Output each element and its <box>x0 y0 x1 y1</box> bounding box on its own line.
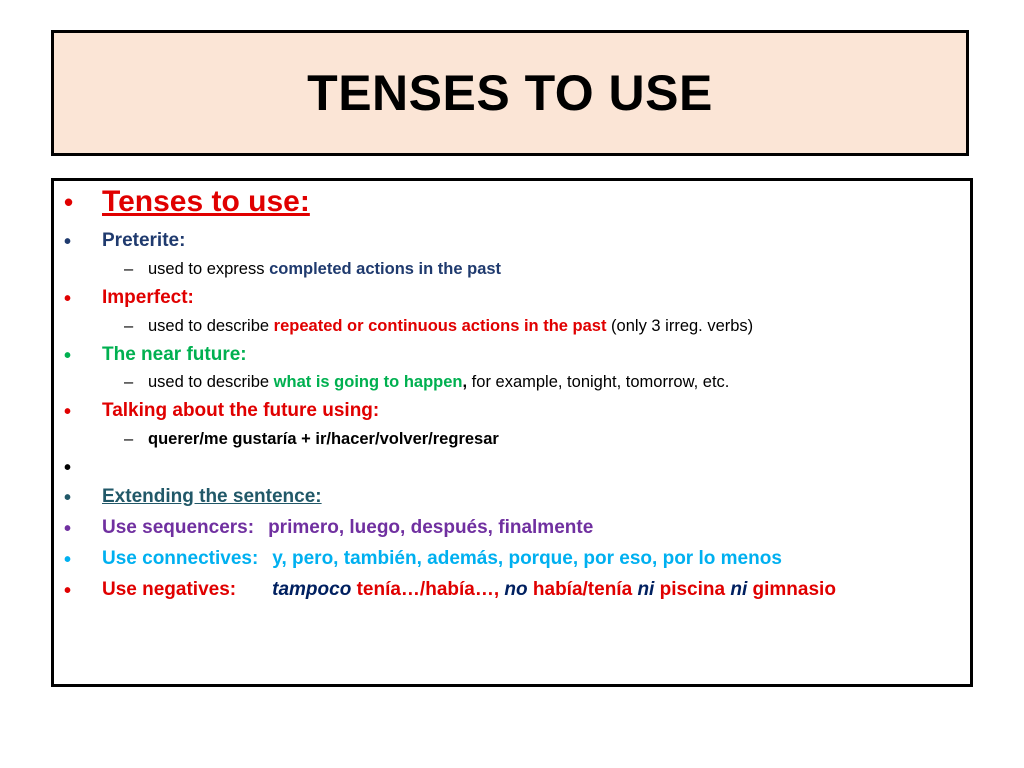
preterite-label: Preterite: <box>102 230 186 251</box>
heading: Tenses to use: <box>102 185 310 218</box>
bullet-empty: • <box>64 457 72 479</box>
preterite-desc-plain: used to express <box>148 260 270 278</box>
connectives-label: Use connectives: <box>102 548 259 569</box>
near-future-desc-bold: what is going to happen <box>273 373 463 391</box>
sequencers-words: primero, luego, después, finalmente <box>268 517 594 538</box>
bullet-negatives: • <box>64 580 72 602</box>
negatives-w2: tenía…/había…, <box>351 579 505 600</box>
imperfect-desc <box>148 317 753 336</box>
title-box <box>51 30 969 156</box>
bullet-imperfect: • <box>64 288 72 310</box>
imperfect-desc-bold: repeated or continuous actions in the past <box>273 317 607 335</box>
negatives-line <box>102 579 836 601</box>
preterite-desc <box>148 260 501 279</box>
bullet-preterite: • <box>64 231 72 253</box>
dash-near-future: – <box>124 373 134 391</box>
sequencers-line <box>102 517 593 539</box>
negatives-w3: no <box>504 579 528 600</box>
near-future-desc <box>148 373 729 392</box>
bullet-extending: • <box>64 487 72 509</box>
near-future-label: The near future: <box>102 344 247 365</box>
imperfect-desc-tail: (only 3 irreg. verbs) <box>606 317 754 335</box>
future-using-desc: querer/me gustaría + ir/hacer/volver/regresar <box>148 430 499 448</box>
imperfect-desc-plain: used to describe <box>148 317 274 335</box>
negatives-w4: había/tenía <box>527 579 638 600</box>
near-future-desc-comma: , <box>462 373 468 391</box>
bullet-connectives: • <box>64 549 72 571</box>
bullet-sequencers: • <box>64 518 72 540</box>
negatives-label: Use negatives: <box>102 579 237 600</box>
imperfect-label: Imperfect: <box>102 287 194 308</box>
negatives-w8: gimnasio <box>747 579 836 600</box>
bullet-heading: • <box>64 187 74 217</box>
near-future-desc-tail: for example, tonight, tomorrow, etc. <box>467 373 730 391</box>
dash-preterite: – <box>124 260 134 278</box>
negatives-w6: piscina <box>654 579 731 600</box>
bullet-future-using: • <box>64 401 72 423</box>
preterite-desc-bold: completed actions in the past <box>269 260 502 278</box>
connectives-words: y, pero, también, además, porque, por eso, por lo menos <box>272 548 782 569</box>
future-using-label: Talking about the future using: <box>102 400 380 421</box>
dash-future-using: – <box>124 430 134 448</box>
content-box <box>51 178 973 687</box>
dash-imperfect: – <box>124 317 134 335</box>
bullet-near-future: • <box>64 345 72 367</box>
near-future-desc-plain: used to describe <box>148 373 274 391</box>
negatives-w1: tampoco <box>272 579 352 600</box>
slide-title: TENSES TO USE <box>307 65 713 121</box>
negatives-w7: ni <box>730 579 748 600</box>
connectives-line <box>102 548 782 570</box>
sequencers-label: Use sequencers: <box>102 517 255 538</box>
negatives-w5: ni <box>637 579 655 600</box>
extending-label: Extending the sentence: <box>102 486 322 507</box>
